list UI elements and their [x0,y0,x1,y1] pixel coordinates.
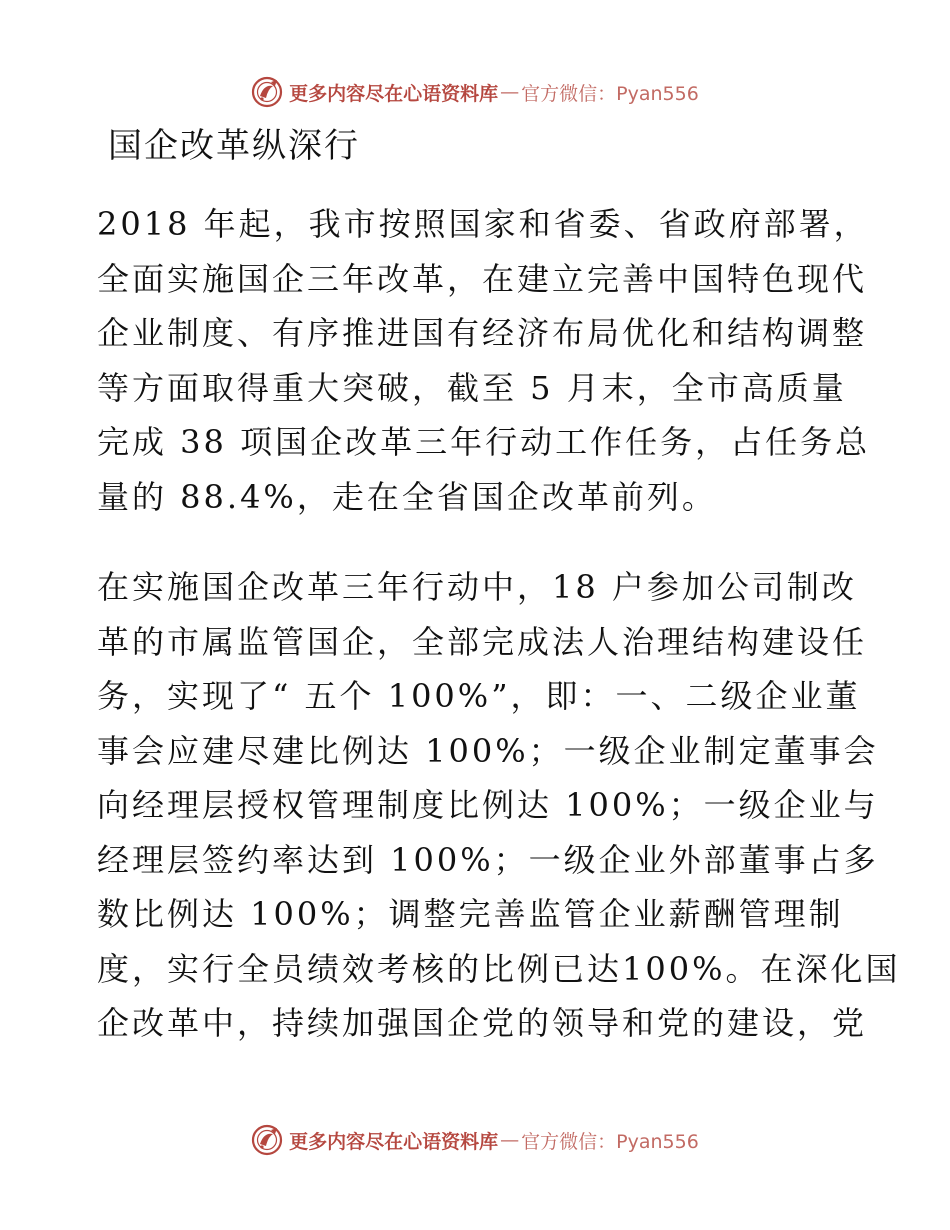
red-circular-logo-icon [251,1124,283,1156]
paragraph-line: 完成 38 项国企改革三年行动工作任务，占任务总 [97,423,871,461]
paragraph-line: 向经理层授权管理制度比例达 100%；一级企业与 [97,786,879,824]
paragraph-line: 数比例达 100%；调整完善监管企业薪酬管理制 [97,895,844,933]
banner-dash: — [500,1129,520,1151]
paragraph-1 [97,197,871,524]
red-circular-logo-icon [251,76,283,108]
paragraph-2 [97,560,901,1051]
banner-library-text: 更多内容尽在心语资料库 [289,1130,499,1153]
banner-dash: — [500,81,520,103]
paragraph-line: 2018 年起，我市按照国家和省委、省政府部署， [97,205,869,243]
document-title: 国企改革纵深行 [108,126,360,166]
footer-banner [0,1120,950,1160]
paragraph-line: 务，实现了“ 五个 100%”，即：一、二级企业董 [97,677,861,715]
banner-wechat-text: 官方微信：Pyan556 [521,1130,699,1153]
paragraph-line: 度，实行全员绩效考核的比例已达100%。在深化国 [97,949,901,988]
banner-wechat-text: 官方微信：Pyan556 [521,82,699,105]
paragraph-line: 等方面取得重大突破，截至 5 月末，全市高质量 [97,368,847,407]
paragraph-line: 革的市属监管国企，全部完成法人治理结构建设任 [97,622,868,661]
paragraph-line: 经理层签约率达到 100%；一级企业外部董事占多 [97,840,879,879]
paragraph-line: 事会应建尽建比例达 100%；一级企业制定董事会 [97,731,879,770]
paragraph-line: 全面实施国企三年改革，在建立完善中国特色现代 [97,259,868,298]
banner-library-text: 更多内容尽在心语资料库 [289,82,499,105]
paragraph-line: 企业制度、有序推进国有经济布局优化和结构调整 [97,314,868,352]
paragraph-line: 量的 88.4%，走在全省国企改革前列。 [97,477,717,516]
paragraph-line: 企改革中，持续加强国企党的领导和党的建设，党 [97,1004,868,1042]
paragraph-line: 在实施国企改革三年行动中，18 户参加公司制改 [97,568,857,606]
header-banner [0,72,950,112]
